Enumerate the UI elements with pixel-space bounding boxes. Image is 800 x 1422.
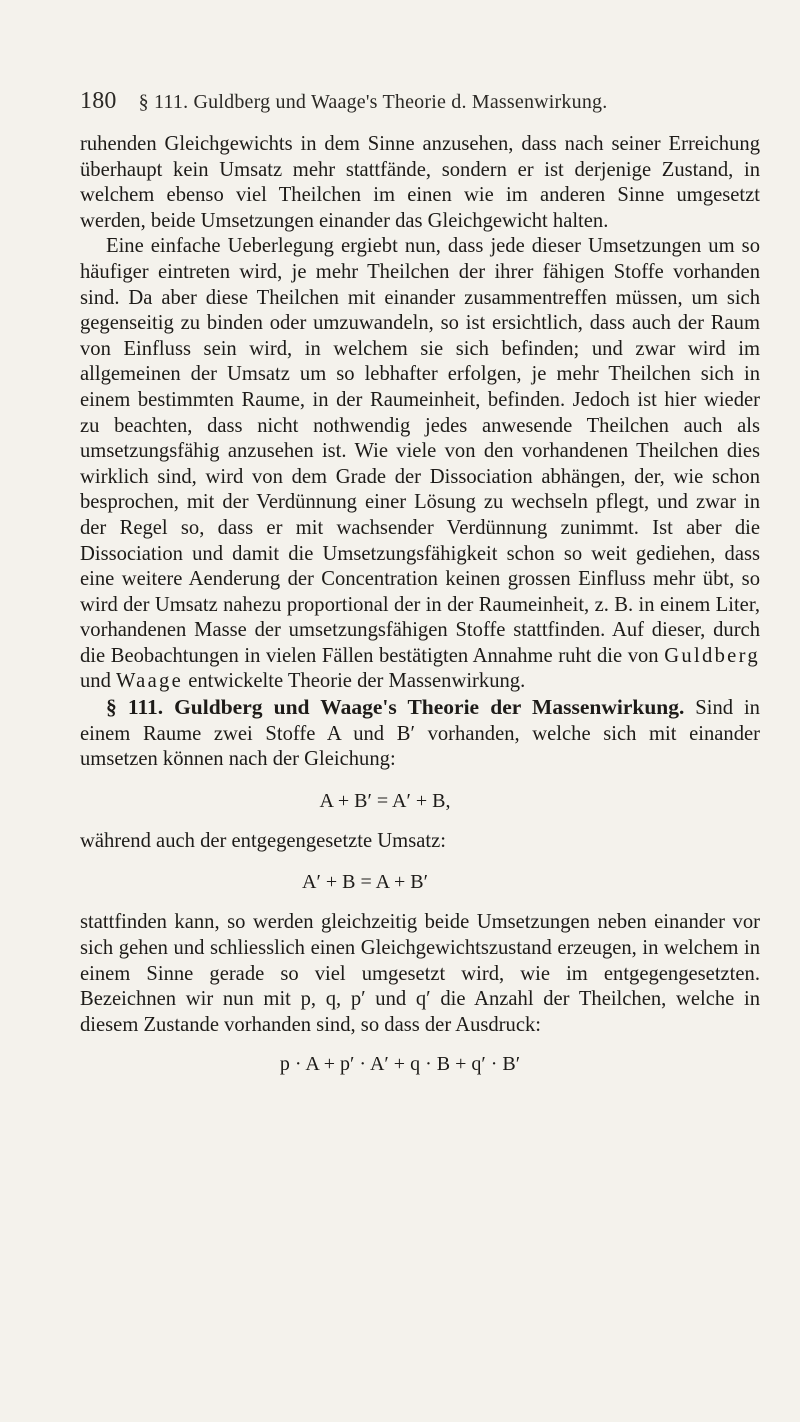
equation-forward-reaction: A + B′ = A′ + B, — [319, 789, 451, 812]
equation-reverse-reaction: A′ + B = A + B′ — [302, 871, 428, 894]
author-name-waage: Waage — [116, 670, 184, 693]
paragraph-reverse-intro: während auch der entgegengesetzte Umsatz: — [80, 829, 446, 852]
conjunction: und — [80, 670, 111, 693]
page-number: 180 — [80, 88, 117, 114]
paragraph-text-end: entwickelte Theorie der Massenwirkung. — [188, 670, 526, 693]
paragraph-equilibrium: stattfinden kann, so werden gleichzeitig beide Umsetzungen neben einander vor sich gehen und schliesslich einen Gleichgewichtszustand erzeugen, in welchem in einem Sinne gerade so viel umgesetzt wird, wie im entgegengesetzten. Bezeichnen wir nun mit p, q, p′ und q′ die Anzahl der Theilchen, welche in diesem Zustande vorhanden sind, so dass der Ausdruck: — [80, 911, 760, 1036]
running-title: § 111. Guldberg und Waage's Theorie d. Massenwirkung. — [138, 91, 608, 113]
section-111-paragraph — [80, 695, 760, 773]
paragraph-ueberlegung — [80, 234, 760, 695]
equation-expression: p · A + p′ · A′ + q · B + q′ · B′ — [279, 1053, 521, 1076]
author-name-guldberg: Guldberg — [664, 644, 760, 667]
paragraph-continuation: ruhenden Gleichgewichts in dem Sinne anzusehen, dass nach seiner Erreichung überhaupt kein Umsatz mehr stattfände, sondern er ist derjenige Zustand, in welchem ebenso viel Theilchen im einen wie im anderen Sinne umgesetzt werden, beide Umsetzungen einander das Gleichgewicht halten. — [80, 133, 760, 232]
running-header — [80, 88, 760, 132]
section-intro-text: Sind in einem Raume zwei Stoffe A und B′ vorhanden, welche sich mit einander umsetzen können nach der Gleichung: — [80, 697, 760, 771]
body-text — [80, 132, 760, 1076]
section-number: § 111. — [106, 695, 164, 720]
section-title: Guldberg und Waage's Theorie der Massenwirkung. — [174, 695, 685, 720]
paragraph-text: Eine einfache Ueberlegung ergiebt nun, dass jede dieser Umsetzungen um so häufiger eintreten wird, je mehr Theilchen der ihrer fähigen Stoffe vorhanden sind. Da aber diese Theilchen mit einander zusammentreffen müssen, um sich gegenseitig zu binden oder umzuwandeln, so ist ersichtlich, dass auch der Raum von Einfluss sein wird, in welchem sie sich befinden; und zwar wird im allgemeinen der Umsatz um so lebhafter erfolgen, je mehr Theilchen sich in einem bestimmten Raume, in der Raumeinheit, befinden. Jedoch ist hier wieder zu beachten, dass nicht nothwendig jedes anwesende Theilchen auch als umsetzungsfähig anzusehen ist. Wie viele von den vorhandenen Theilchen dies wirklich sind, wird von dem Grade der Dissociation abhängen, der, wie schon besprochen, mit der Verdünnung einer Lösung zu wechseln pflegt, und zwar in der Regel so, dass er mit wachsender Verdünnung zunimmt. Ist aber die Dissociation und damit die Umsetzungsfähigkeit schon so weit gediehen, dass eine weitere Aenderung der Concentration keinen grossen Einfluss mehr übt, so wird der Umsatz nahezu proportional der in der Raumeinheit, z. B. in einem Liter, vorhandenen Masse der umsetzungsfähigen Stoffe stattfinden. Auf dieser, durch die Beobachtungen in vielen Fällen bestätigten Annahme ruht die von — [80, 235, 760, 667]
